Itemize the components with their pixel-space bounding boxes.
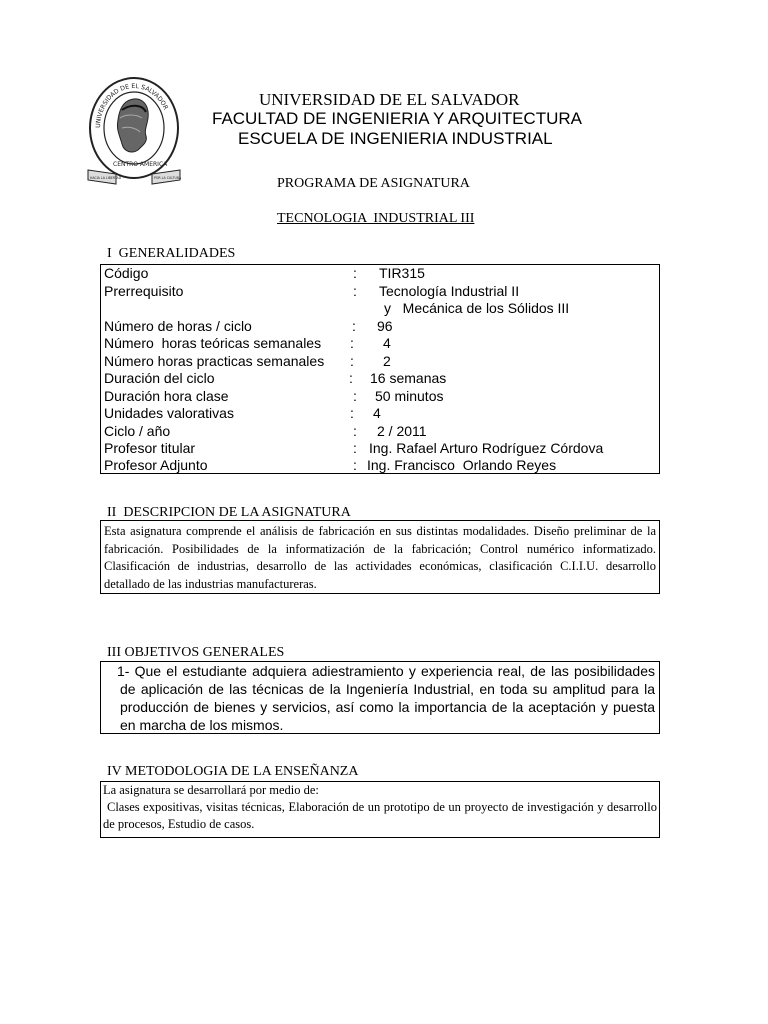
descripcion-text: Esta asignatura comprende el análisis de fabricación en sus distintas modalidades. Diseño preliminar de la fabricación. Posibilidades de la informatización de la fabricación; Control numérico informatizado. Clasificación de industrias, desarrollo de las actividades económicas, clasificación C.I.I.U. desarrollo detallado de las industrias manufactureras. bbox=[104, 524, 656, 591]
row-label: Duración hora clase bbox=[104, 387, 229, 404]
row-colon: : bbox=[349, 370, 353, 386]
row-label: Duración del ciclo bbox=[104, 370, 215, 386]
school-name: ESCUELA DE INGENIERIA INDUSTRIAL bbox=[238, 129, 553, 148]
row-value: y Mecánica de los Sólidos III bbox=[384, 300, 570, 316]
university-seal-icon bbox=[86, 70, 182, 190]
faculty-name: FACULTAD DE INGENIERIA Y ARQUITECTURA bbox=[212, 109, 582, 128]
row-value: 4 bbox=[373, 405, 381, 421]
row-value: Ing. Francisco Orlando Reyes bbox=[367, 457, 557, 473]
program-label: PROGRAMA DE ASIGNATURA bbox=[277, 176, 470, 191]
row-colon: : bbox=[353, 457, 357, 473]
svg-text:CENTRO AMERICA: CENTRO AMERICA bbox=[113, 161, 168, 168]
row-value: Ing. Rafael Arturo Rodríguez Córdova bbox=[369, 440, 604, 456]
row-colon: : bbox=[350, 352, 354, 369]
university-name: UNIVERSIDAD DE EL SALVADOR bbox=[259, 90, 520, 109]
row-value: 50 minutos bbox=[375, 387, 444, 404]
section-title-descripcion: II DESCRIPCION DE LA ASIGNATURA bbox=[107, 505, 351, 520]
row-colon: : bbox=[353, 422, 357, 439]
row-label: Profesor titular bbox=[104, 440, 196, 456]
row-label: Número horas practicas semanales bbox=[104, 352, 325, 369]
course-title: TECNOLOGIA INDUSTRIAL III bbox=[277, 211, 475, 226]
row-colon: : bbox=[353, 265, 357, 281]
svg-text:POR LA CULTURA: POR LA CULTURA bbox=[154, 176, 182, 180]
row-colon: : bbox=[352, 317, 356, 334]
row-label: Prerrequisito bbox=[104, 282, 184, 299]
row-label: Ciclo / año bbox=[104, 422, 171, 439]
generalidades-table bbox=[100, 264, 660, 474]
row-value: 96 bbox=[377, 317, 393, 334]
objetivos-box bbox=[100, 661, 660, 734]
row-colon: : bbox=[350, 335, 354, 351]
row-value: TIR315 bbox=[379, 265, 425, 281]
row-value: Tecnología Industrial II bbox=[379, 282, 520, 299]
row-value: 4 bbox=[383, 335, 391, 351]
row-colon: : bbox=[350, 405, 354, 421]
row-label: Profesor Adjunto bbox=[104, 457, 208, 473]
row-label: Unidades valorativas bbox=[104, 405, 234, 421]
metodologia-intro: La asignatura se desarrollará por medio de: bbox=[103, 783, 319, 797]
metodologia-box bbox=[100, 781, 660, 838]
section-title-metodologia: IV METODOLOGIA DE LA ENSEÑANZA bbox=[107, 764, 359, 779]
svg-text:UNIVERSIDAD DE EL SALVADOR: UNIVERSIDAD DE EL SALVADOR bbox=[94, 82, 169, 129]
metodologia-text: Clases expositivas, visitas técnicas, Elaboración de un prototipo de un proyecto de investigación y desarrollo de procesos, Estudio de casos. bbox=[103, 800, 657, 831]
section-title-objetivos: III OBJETIVOS GENERALES bbox=[107, 645, 285, 660]
row-label: Número de horas / ciclo bbox=[104, 317, 252, 334]
section-title-generalidades: I GENERALIDADES bbox=[107, 246, 236, 261]
row-value: 2 / 2011 bbox=[377, 422, 427, 439]
row-value: 16 semanas bbox=[370, 370, 447, 386]
svg-text:HACIA LA LIBERTAD: HACIA LA LIBERTAD bbox=[90, 176, 122, 180]
descripcion-box bbox=[100, 520, 660, 594]
row-colon: : bbox=[353, 440, 357, 456]
row-label: Número horas teóricas semanales bbox=[104, 335, 322, 351]
row-colon: : bbox=[353, 282, 357, 299]
row-colon: : bbox=[353, 387, 357, 404]
objetivos-text: 1- Que el estudiante adquiera adiestramiento y experiencia real, de las posibilidades de aplicación de las técnicas de la Ingeniería Industrial, en toda su amplitud para la producción de bienes y servicios, así como la importancia de la aceptación y puesta en marcha de los mismos. bbox=[117, 663, 655, 733]
row-label: Código bbox=[104, 265, 149, 281]
row-value: 2 bbox=[383, 352, 391, 369]
